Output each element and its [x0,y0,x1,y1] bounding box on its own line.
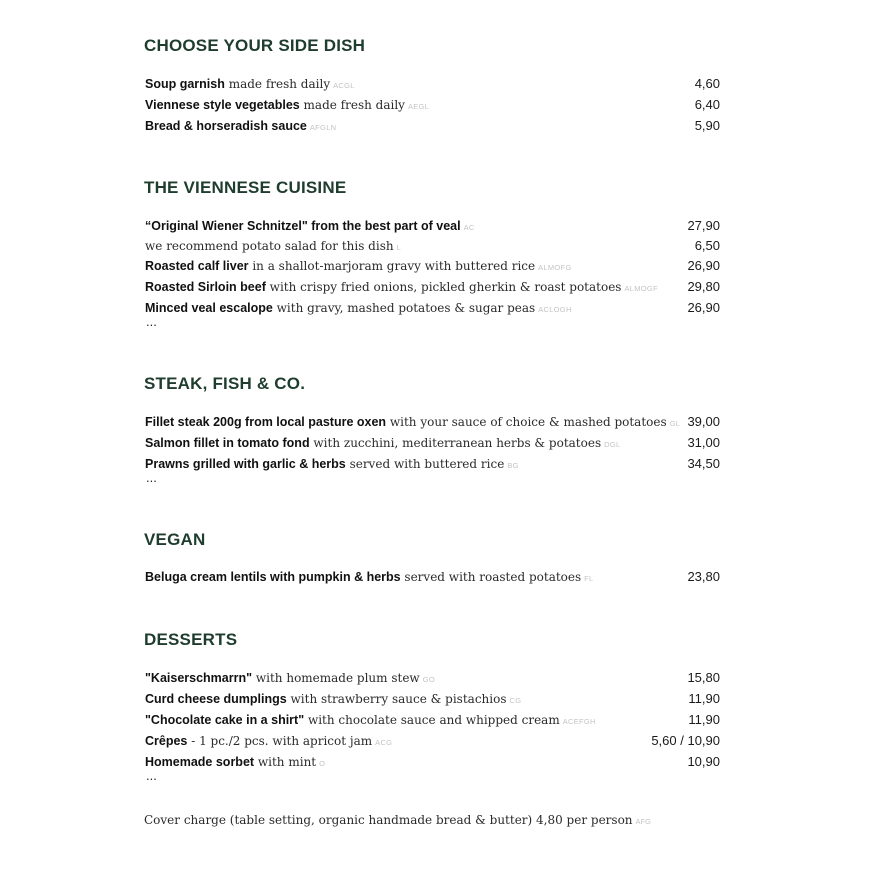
item-price: 26,90 [687,258,720,273]
section-title: DESSERTS [144,630,238,649]
allergen-codes: GL [669,419,681,428]
allergen-codes: ACGL [333,81,355,90]
allergen-codes: BG [507,461,519,470]
item-name: Soup garnish [145,77,225,91]
cover-charge-note [144,813,651,827]
menu-items [144,73,724,136]
allergen-codes: ACEFGH [562,717,596,726]
more-ellipsis: ... [146,470,157,485]
item-description: served with buttered rice [345,457,505,471]
menu-item [144,453,724,474]
menu-item [144,236,724,255]
item-description: we recommend potato salad for this dish [145,239,394,253]
item-name: "Chocolate cake in a shirt" [145,713,305,727]
allergen-codes: AC [463,223,475,232]
item-price: 31,00 [687,435,720,450]
menu-item [144,751,724,772]
menu-items [144,566,724,587]
item-name: Fillet steak 200g from local pasture oxen [145,415,387,429]
menu-item [144,709,724,730]
section-title: STEAK, FISH & CO. [144,374,306,393]
menu-item [144,215,724,236]
item-description: with zucchini, mediterranean herbs & potatoes [309,436,602,450]
item-name: Roasted calf liver [145,259,249,273]
item-price: 27,90 [687,218,720,233]
section-title: VEGAN [144,530,206,549]
menu-items [144,411,724,486]
item-description: made fresh daily [299,98,405,112]
item-name: “Original Wiener Schnitzel" from the best part of veal [145,219,461,233]
section-steak-fish [144,374,724,486]
item-description: served with roasted potatoes [400,570,582,584]
allergen-codes: ACLOGH [538,305,572,314]
menu-item [144,432,724,453]
item-name: Viennese style vegetables [145,98,300,112]
menu-item [144,297,724,318]
item-description: with mint [254,755,317,769]
item-description: in a shallot-marjoram gravy with buttered rice [248,259,536,273]
section-viennese-cuisine [144,178,724,330]
section-title: THE VIENNESE CUISINE [144,178,347,197]
item-price: 11,90 [688,691,720,706]
item-price: 6,40 [694,97,720,112]
section-vegan [144,530,724,587]
menu-item [144,730,724,751]
menu-item [144,115,724,136]
item-description: with your sauce of choice & mashed potatoes [386,415,667,429]
menu-item [144,255,724,276]
item-name: Bread & horseradish sauce [145,119,307,133]
item-price: 15,80 [687,670,720,685]
section-side-dish [144,36,724,136]
item-name: Salmon fillet in tomato fond [145,436,310,450]
item-price: 4,60 [694,76,720,91]
allergen-codes: CG [509,696,522,705]
item-price: 26,90 [687,300,720,315]
allergen-codes: DGL [604,440,621,449]
item-description: with gravy, mashed potatoes & sugar peas [272,301,536,315]
section-title: CHOOSE YOUR SIDE DISH [144,36,366,55]
item-name: Homemade sorbet [145,755,255,769]
allergen-codes: AFGLN [309,123,337,132]
item-description: with chocolate sauce and whipped cream [304,713,560,727]
item-price: 6,50 [694,238,720,253]
more-ellipsis: ... [146,314,157,329]
item-description: with strawberry sauce & pistachios [286,692,507,706]
menu-item [144,73,724,94]
menu-items [144,667,724,784]
item-price: 39,00 [687,414,720,429]
allergen-codes: AFG [635,817,651,826]
allergen-codes: GO [422,675,435,684]
item-name: Crêpes [145,734,188,748]
item-description: with crispy fried onions, pickled gherkin & roast potatoes [265,280,622,294]
allergen-codes: ACG [375,738,393,747]
item-description: with homemade plum stew [252,671,420,685]
item-price: 5,60 / 10,90 [651,733,720,748]
menu-item [144,276,724,297]
item-name: Prawns grilled with garlic & herbs [145,457,346,471]
item-description: made fresh daily [224,77,331,91]
item-description: - 1 pc./2 pcs. with apricot jam [187,734,373,748]
allergen-codes: O [319,759,326,768]
item-price: 11,90 [688,712,720,727]
item-name: "Kaiserschmarrn" [145,671,253,685]
item-price: 34,50 [687,456,720,471]
allergen-codes: FL [584,574,594,583]
item-name: Curd cheese dumplings [145,692,287,706]
menu-item [144,566,724,587]
item-name: Minced veal escalope [145,301,273,315]
more-ellipsis: ... [146,768,157,783]
allergen-codes: L [396,243,402,252]
cover-charge-text: Cover charge (table setting, organic handmade bread & butter) 4,80 per person [144,813,633,827]
allergen-codes: AEGL [407,102,430,111]
menu-item [144,688,724,709]
item-price: 5,90 [694,118,720,133]
item-name: Beluga cream lentils with pumpkin & herbs [145,570,401,584]
menu-items [144,215,724,330]
section-desserts [144,630,724,784]
item-price: 10,90 [687,754,720,769]
menu-item [144,94,724,115]
allergen-codes: ALMOFG [538,263,572,272]
allergen-codes: ALMOGF [624,284,658,293]
menu-item [144,667,724,688]
item-name: Roasted Sirloin beef [145,280,266,294]
item-price: 23,80 [687,569,720,584]
item-price: 29,80 [687,279,720,294]
menu-item [144,411,724,432]
